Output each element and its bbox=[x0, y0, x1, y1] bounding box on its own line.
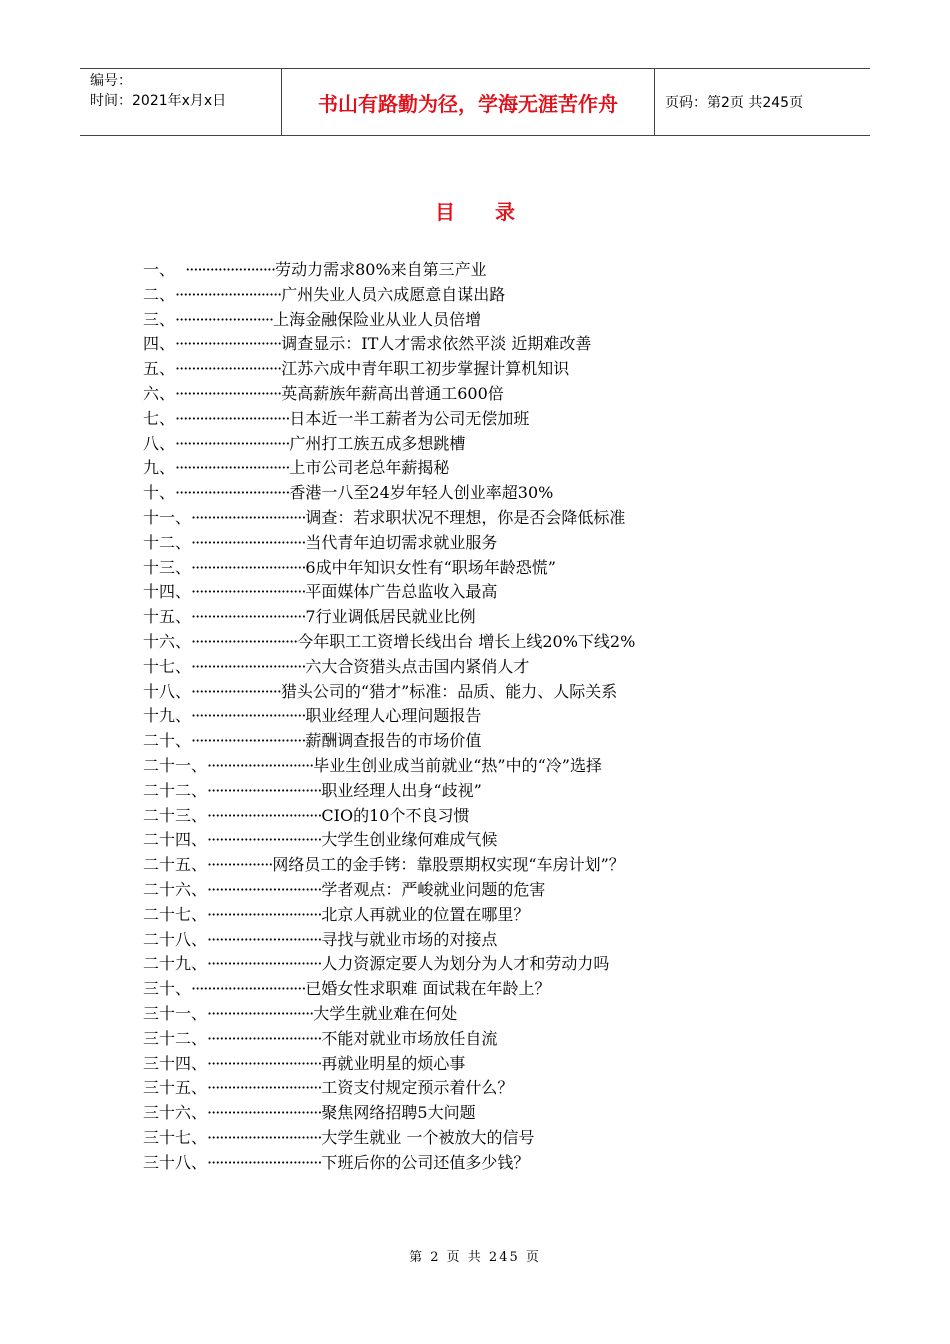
toc-entry-title: 广州失业人员六成愿意自谋出路 bbox=[281, 284, 506, 304]
toc-entry-title: 再就业明星的烦心事 bbox=[321, 1053, 466, 1073]
toc-entry-number: 二十一、 bbox=[143, 755, 208, 775]
toc-entry-title: 人力资源定要人为划分为人才和劳动力吗 bbox=[321, 954, 610, 974]
toc-entry-number: 二十三、 bbox=[143, 805, 208, 825]
toc-entry-number: 十七、 bbox=[143, 656, 192, 676]
toc-leader-dots: ·························· bbox=[175, 383, 282, 403]
page-label: 页码：第2页 共245页 bbox=[665, 95, 804, 111]
toc-entry-number: 三十一、 bbox=[143, 1003, 208, 1023]
toc-entry[interactable] bbox=[143, 779, 813, 804]
toc-entry-number: 十六、 bbox=[143, 631, 192, 651]
toc-entry-title: 上市公司老总年薪揭秘 bbox=[289, 458, 450, 478]
toc-entry-number: 二、 bbox=[143, 284, 176, 304]
toc-entry[interactable] bbox=[143, 804, 813, 829]
toc-entry-title: 上海金融保险业从业人员倍增 bbox=[273, 309, 482, 329]
toc-entry-number: 二十四、 bbox=[143, 830, 208, 850]
toc-entry-number: 三十六、 bbox=[143, 1103, 208, 1123]
toc-entry-number: 三、 bbox=[143, 309, 176, 329]
header-slogan bbox=[282, 69, 655, 135]
toc-entry-title: 已婚女性求职难 面试栽在年龄上？ bbox=[305, 979, 551, 999]
toc-entry-title: 工资支付规定预示着什么？ bbox=[321, 1078, 514, 1098]
toc-entry-title: 毕业生创业成当前就业“热”中的“冷”选择 bbox=[313, 755, 602, 775]
toc-leader-dots: ···························· bbox=[191, 532, 306, 552]
toc-entry-title: 北京人再就业的位置在哪里？ bbox=[321, 904, 530, 924]
toc-leader-dots: ···························· bbox=[175, 458, 290, 478]
toc-leader-dots: ······················ bbox=[185, 260, 276, 279]
toc-leader-dots: ···························· bbox=[207, 1152, 322, 1172]
toc-leader-dots: ················ bbox=[207, 855, 273, 875]
toc-entry[interactable] bbox=[143, 1027, 813, 1052]
toc-entry[interactable] bbox=[143, 531, 813, 556]
toc-entry-number: 六、 bbox=[143, 383, 176, 403]
toc-leader-dots: ···························· bbox=[207, 830, 322, 850]
toc-leader-dots: ···························· bbox=[191, 656, 306, 676]
toc-entry-number: 十九、 bbox=[143, 706, 192, 726]
toc-entry-title: 职业经理人心理问题报告 bbox=[305, 706, 482, 726]
toc-entry-number: 三十四、 bbox=[143, 1053, 208, 1073]
toc-leader-dots: ···························· bbox=[191, 731, 306, 751]
toc-entry[interactable] bbox=[143, 308, 813, 333]
toc-entry-number: 十二、 bbox=[143, 532, 192, 552]
toc-entry-title: 英高薪族年薪高出普通工600倍 bbox=[281, 383, 504, 403]
toc-leader-dots: ···························· bbox=[207, 954, 322, 974]
toc-leader-dots: ···························· bbox=[207, 904, 322, 924]
toc-entry[interactable] bbox=[143, 1002, 813, 1027]
toc-entry-title: 6成中年知识女性有“职场年龄恐慌” bbox=[305, 557, 556, 577]
toc-entry-title: 网络员工的金手铐：靠股票期权实现“车房计划”？ bbox=[272, 855, 625, 875]
toc-leader-dots: ···························· bbox=[207, 1078, 322, 1098]
toc-leader-dots: ···························· bbox=[175, 408, 290, 428]
toc-entry[interactable] bbox=[143, 630, 813, 655]
toc-leader-dots: ···························· bbox=[191, 507, 306, 527]
toc-entry-number: 三十七、 bbox=[143, 1127, 208, 1147]
toc-entry[interactable] bbox=[143, 952, 813, 977]
toc-title: 目录 bbox=[435, 200, 555, 224]
toc-entry-title: 平面媒体广告总监收入最高 bbox=[305, 582, 498, 602]
toc-entry[interactable] bbox=[143, 1052, 813, 1077]
toc-entry[interactable] bbox=[143, 283, 813, 308]
toc-entry[interactable] bbox=[143, 704, 813, 729]
toc-entry-title: 当代青年迫切需求就业服务 bbox=[305, 532, 498, 552]
toc-leader-dots: ···························· bbox=[207, 1053, 322, 1073]
toc-entry-number: 二十六、 bbox=[143, 879, 208, 899]
toc-entry[interactable] bbox=[143, 556, 813, 581]
toc-entry-number: 二十九、 bbox=[143, 954, 208, 974]
toc-entry-number: 九、 bbox=[143, 458, 176, 478]
toc-leader-dots: ···························· bbox=[191, 557, 306, 577]
toc-entry-number: 三十二、 bbox=[143, 1028, 208, 1048]
toc-leader-dots: ························ bbox=[175, 309, 274, 329]
toc-entry-number: 三十、 bbox=[143, 979, 192, 999]
toc-entry-number: 十八、 bbox=[143, 681, 192, 701]
toc-entry[interactable] bbox=[143, 605, 813, 630]
toc-entry-number: 一、 bbox=[143, 260, 186, 279]
toc-entry-number: 八、 bbox=[143, 433, 176, 453]
toc-entry-number: 十五、 bbox=[143, 607, 192, 627]
toc-entry[interactable] bbox=[143, 729, 813, 754]
toc-entry-title: 不能对就业市场放任自流 bbox=[321, 1028, 498, 1048]
toc-leader-dots: ···························· bbox=[191, 979, 306, 999]
toc-entry-number: 十一、 bbox=[143, 507, 192, 527]
toc-leader-dots: ·························· bbox=[207, 755, 314, 775]
toc-leader-dots: ···························· bbox=[175, 483, 290, 503]
toc-entry[interactable] bbox=[143, 332, 813, 357]
toc-entry[interactable] bbox=[143, 828, 813, 853]
toc-entry-number: 二十二、 bbox=[143, 780, 208, 800]
toc-entry[interactable] bbox=[143, 432, 813, 457]
toc-entry-number: 二十、 bbox=[143, 731, 192, 751]
toc-entry[interactable] bbox=[143, 1151, 813, 1176]
toc-entry-title: 薪酬调查报告的市场价值 bbox=[305, 731, 482, 751]
toc-leader-dots: ···························· bbox=[207, 879, 322, 899]
toc-leader-dots: ·························· bbox=[191, 631, 298, 651]
toc-entry-title: 7行业调低居民就业比例 bbox=[305, 607, 476, 627]
toc-entry-title: 劳动力需求80%来自第三产业 bbox=[275, 260, 487, 279]
toc-entry[interactable] bbox=[143, 1076, 813, 1101]
page-footer: 第 2 页 共 245 页 bbox=[409, 1250, 541, 1265]
toc-entry-number: 五、 bbox=[143, 359, 176, 379]
toc-leader-dots: ·························· bbox=[175, 334, 282, 354]
toc-entry[interactable] bbox=[143, 258, 813, 283]
toc-entry[interactable] bbox=[143, 878, 813, 903]
toc-entry-title: 日本近一半工薪者为公司无偿加班 bbox=[289, 408, 530, 428]
time-label: 时间：2021年x月x日 bbox=[90, 93, 227, 109]
toc-leader-dots: ···························· bbox=[191, 607, 306, 627]
toc-entry[interactable] bbox=[143, 357, 813, 382]
toc-entry-title: 广州打工族五成多想跳槽 bbox=[289, 433, 466, 453]
toc-entry[interactable] bbox=[143, 382, 813, 407]
toc-entry-title: 今年职工工资增长线出台 增长上线20%下线2% bbox=[297, 631, 636, 651]
toc-entry[interactable] bbox=[143, 1101, 813, 1126]
toc-leader-dots: ·························· bbox=[207, 1003, 314, 1023]
header-page-info bbox=[655, 69, 870, 135]
toc-leader-dots: ···························· bbox=[207, 805, 322, 825]
toc-entry[interactable] bbox=[143, 1126, 813, 1151]
toc-entry[interactable] bbox=[143, 456, 813, 481]
toc-entry-number: 二十七、 bbox=[143, 904, 208, 924]
toc-leader-dots: ···························· bbox=[207, 1103, 322, 1123]
toc-leader-dots: ···························· bbox=[207, 780, 322, 800]
toc-leader-dots: ···························· bbox=[207, 1127, 322, 1147]
toc-leader-dots: ······················ bbox=[191, 681, 281, 701]
toc-entry-title: 大学生就业 一个被放大的信号 bbox=[321, 1127, 535, 1147]
toc-entry-title: 大学生就业难在何处 bbox=[313, 1003, 458, 1023]
toc-entry[interactable] bbox=[143, 680, 813, 705]
page-header bbox=[80, 68, 870, 136]
toc-entry-title: 寻找与就业市场的对接点 bbox=[321, 929, 498, 949]
toc-leader-dots: ···························· bbox=[207, 929, 322, 949]
toc-entry[interactable] bbox=[143, 853, 813, 878]
toc-entry[interactable] bbox=[143, 977, 813, 1002]
toc-entry[interactable] bbox=[143, 481, 813, 506]
toc-entry-number: 三十五、 bbox=[143, 1078, 208, 1098]
toc-entry-title: 香港一八至24岁年轻人创业率超30% bbox=[289, 483, 554, 503]
toc-leader-dots: ·························· bbox=[175, 284, 282, 304]
toc-entry-title: 江苏六成中青年职工初步掌握计算机知识 bbox=[281, 359, 570, 379]
toc-entry[interactable] bbox=[143, 928, 813, 953]
toc-leader-dots: ···························· bbox=[207, 1028, 322, 1048]
toc-entry-number: 二十八、 bbox=[143, 929, 208, 949]
toc-entry-number: 七、 bbox=[143, 408, 176, 428]
toc-entry-title: 职业经理人出身“歧视” bbox=[321, 780, 482, 800]
toc-entry-number: 二十五、 bbox=[143, 855, 208, 875]
toc-entry-title: CIO的10个不良习惯 bbox=[321, 805, 470, 825]
toc-entry[interactable] bbox=[143, 506, 813, 531]
toc-entry-number: 四、 bbox=[143, 334, 176, 354]
toc-entry-title: 下班后你的公司还值多少钱？ bbox=[321, 1152, 530, 1172]
code-label: 编号： bbox=[90, 73, 132, 89]
toc-leader-dots: ·························· bbox=[175, 359, 282, 379]
toc-entry-title: 学者观点：严峻就业问题的危害 bbox=[321, 879, 546, 899]
toc-entry-title: 调查显示：IT人才需求依然平淡 近期难改善 bbox=[281, 334, 592, 354]
toc-entry[interactable] bbox=[143, 580, 813, 605]
toc-entry[interactable] bbox=[143, 655, 813, 680]
toc-leader-dots: ···························· bbox=[191, 582, 306, 602]
toc-entry-number: 三十八、 bbox=[143, 1152, 208, 1172]
toc-entry-title: 聚焦网络招聘5大问题 bbox=[321, 1103, 476, 1123]
toc-entry-number: 十、 bbox=[143, 483, 176, 503]
toc-entry-title: 调查：若求职状况不理想，你是否会降低标准 bbox=[305, 507, 626, 527]
table-of-contents bbox=[143, 258, 813, 1175]
header-meta bbox=[80, 69, 282, 135]
slogan-text: 书山有路勤为径，学海无涯苦作舟 bbox=[318, 91, 618, 116]
toc-entry-title: 六大合资猎头点击国内紧俏人才 bbox=[305, 656, 530, 676]
toc-entry[interactable] bbox=[143, 754, 813, 779]
toc-entry[interactable] bbox=[143, 407, 813, 432]
toc-leader-dots: ···························· bbox=[191, 706, 306, 726]
toc-entry-title: 猎头公司的“猎才”标准：品质、能力、人际关系 bbox=[280, 681, 618, 701]
toc-leader-dots: ···························· bbox=[175, 433, 290, 453]
toc-entry[interactable] bbox=[143, 903, 813, 928]
toc-entry-title: 大学生创业缘何难成气候 bbox=[321, 830, 498, 850]
toc-entry-number: 十四、 bbox=[143, 582, 192, 602]
toc-entry-number: 十三、 bbox=[143, 557, 192, 577]
